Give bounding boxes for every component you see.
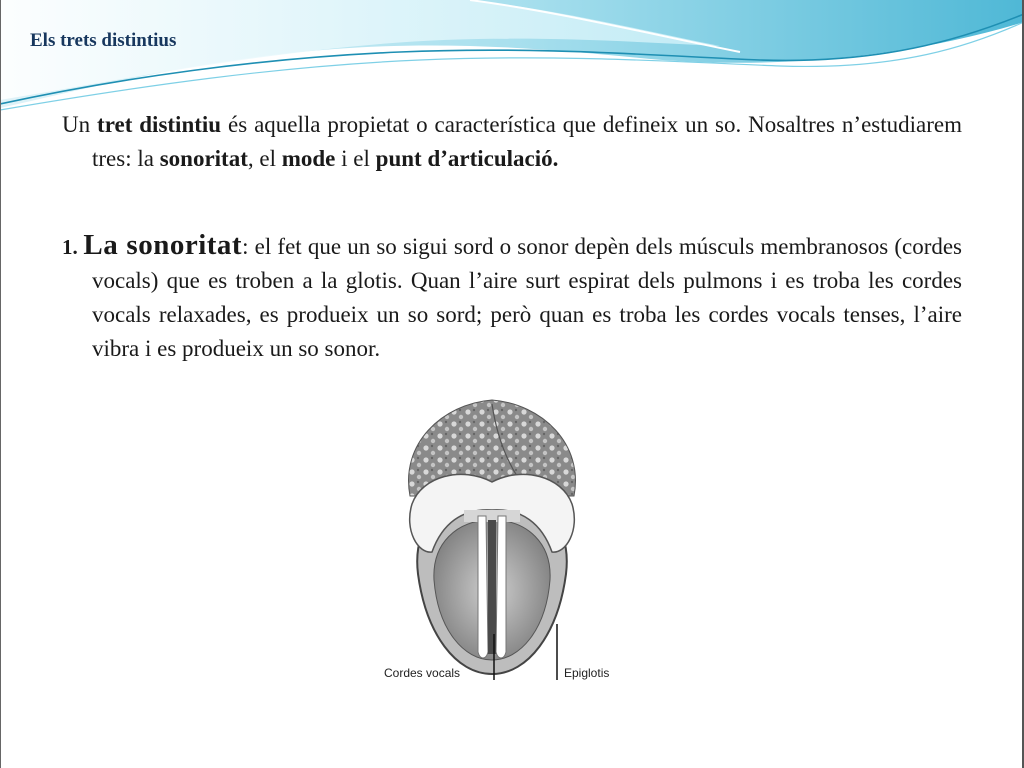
- larynx-illustration: [352, 384, 632, 689]
- figure-label-epiglotis: Epiglotis: [564, 666, 610, 680]
- term-tret-distintiu: tret distintiu: [97, 112, 222, 137]
- slide-title: Els trets distintius: [30, 30, 177, 51]
- intro-text-1: Un: [62, 112, 98, 137]
- intro-text-3: , el: [247, 146, 282, 171]
- header-wave-decoration: [0, 0, 1024, 120]
- term-punt-articulacio: punt d’articulació.: [375, 146, 559, 171]
- term-sonoritat: sonoritat: [159, 146, 248, 171]
- figure-label-cordes-vocals: Cordes vocals: [384, 666, 461, 680]
- term-mode: mode: [281, 146, 336, 171]
- intro-text-2: és aquella propietat o característica que defineix un so. Nosaltres n’estudiarem tres: la: [92, 112, 962, 171]
- list-item-number: 1.: [62, 235, 84, 259]
- intro-text-4: i el: [335, 146, 376, 171]
- vocal-cords-figure: [352, 384, 632, 689]
- list-item-sonoritat: [62, 228, 962, 366]
- list-item-text: : el fet que un so sigui sord o sonor depèn dels músculs membranosos (cordes vocals) que es troben a la glotis. Quan l’aire surt espirat dels pulmons i es troba les cordes vocals relaxades, es produeix un so sord; però quan es troba les cordes vocals tenses, l’aire vibra i es produeix un so sonor.: [92, 234, 963, 361]
- slide-border-left: [0, 0, 1, 768]
- list-item-heading: La sonoritat: [83, 229, 243, 261]
- intro-paragraph: [62, 108, 962, 176]
